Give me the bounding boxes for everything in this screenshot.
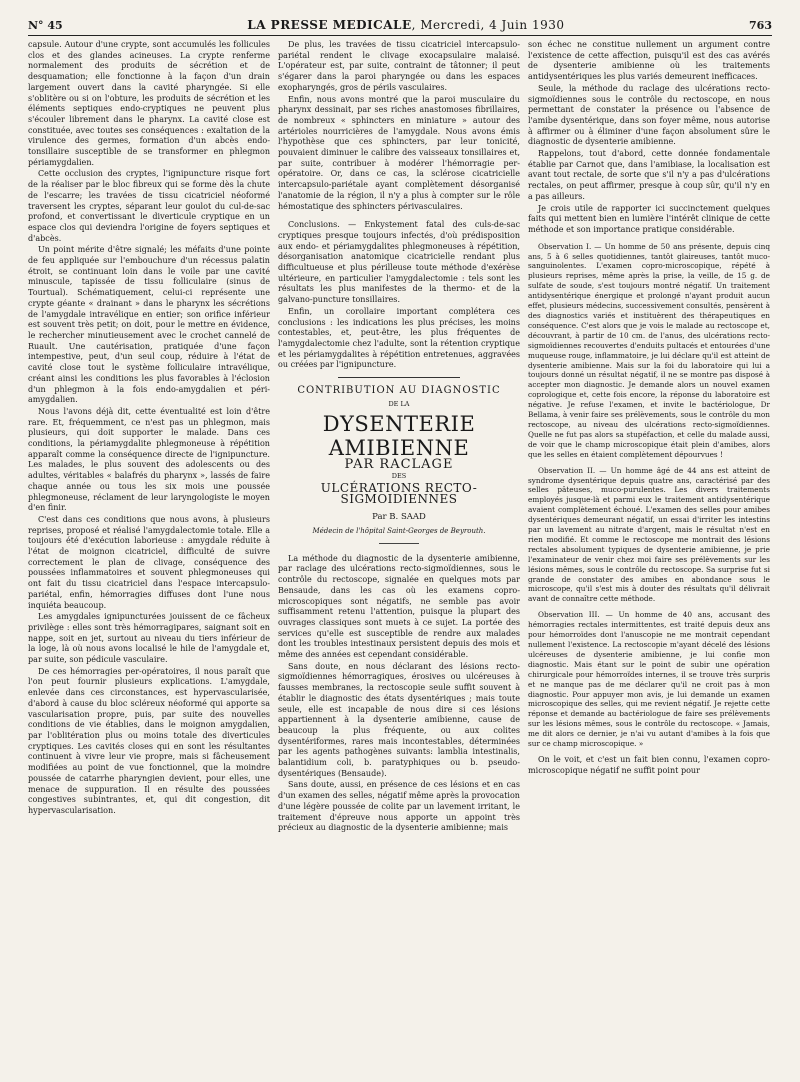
observation-3: Observation III. — Un homme de 40 ans, accusant des hémorragies rectales intermittentes, est traité depuis deux ans pour hémorroïdes dont l'anuscopie ne me montrait cependant nullement l'existence. La rectoscopie m'ayant décelé des lésions ulcéreuses de dysenterie amibienne, je lui confie mon diagnostic. Mais étant sur le point de subir une opération chirurgicale pour hémorroïdes internes, il se trouve très surpris et ne manque pas de me déclarer qu'il ne croit pas à mon diagnostic. Pour appuyer mon avis, je lui demande un examen microscopique des selles, qui me revient négatif. Je rejette cette réponse et demande au bactériologue de faire ses prélèvements sur les lésions mêmes, sous le contrôle du rectoscope. « Jamais, me dit alors ce dernier, je n'ai vu autant d'amibes à la fois que sur ce champ microscopique. » (528, 610, 770, 749)
article-connector-2: DES (391, 472, 407, 481)
paragraph: Sans doute, en nous déclarant des lésions recto-sigmoïdiennes hémorragiques, érosives ou ulcéreuses à fausses membranes, la rectoscopie seule suffit souvent à établir le diagnostic des états dysentériques ; mais toute seule, elle est incapable de nous dire si ces lésions appartiennent à la dysenterie amibienne, cause de beaucoup la plus fréquente, ou aux colites dysentériformes, rares mais incontestables, déterminées par les agents pathogènes suivants: lamblia intestinalis, balantidium coli, b. paratyphiques ou b. pseudo-dysentériques (Bensaude). (278, 661, 520, 778)
observation-1: Observation I. — Un homme de 50 ans présente, depuis cinq ans, 5 à 6 selles quotidiennes, tantôt glaireuses, tantôt muco-sanguinolentes. L'examen copro-microscopique, répété à plusieurs reprises, même après la prise, la veille, de 15 g. de sulfate de soude, s'est toujours montré négatif. Un traitement antidysentérique énergique et prolongé n'ayant produit aucun effet, plusieurs médecins, successivement consultés, pensèrent à des diagnostics variés et instituèrent des thérapeutiques en conséquence. C'est alors que je vois le malade au rectoscope et, découvrant, à partir de 10 cm. de l'anus, des ulcérations recto-sigmoïdiennes recouvertes d'enduits pultacés et entourées d'une muqueuse rouge, inflammatoire, je lui déclare qu'il est atteint de dysenterie amibienne. Mais sur la foi du laboratoire qui lui a toujours donné un résultat négatif, il ne se montre pas disposé à accepter mon diagnostic. Je demande alors un nouvel examen coprologique et, cette fois encore, la réponse du laboratoire est négative. Je refuse l'examen, et invite le bactériologue, Dr Bellama, à venir faire ses prélèvements, sous le contrôle du mon rectoscope, au niveau des ulcérations recto-sigmoïdiennes. Quelle ne fut pas alors sa stupéfaction, et celle du malade aussi, de voir que le champ microscopique était plein d'amibes, alors que les selles en étaient complètement dépourvues ! (528, 241, 770, 459)
conclusions-paragraph: Conclusions. — Enkystement fatal des culs-de-sac cryptiques presque toujours infectés, d'où prédisposition aux endo- et périamygdalites phlegmoneuses à répétition, désorganisation anatomique cicatricielle rendant plus difficultueuse et plus périlleuse toute méthode d'exérèse ultérieure, en particulier l'amygdalectomie : tels sont les résultats les plus manifestes de la thermo- et de la galvano-puncture tonsillaires. (278, 220, 520, 305)
article-title: DYSENTERIE AMIBIENNE (322, 411, 476, 460)
article-subtitle: ULCÉRATIONS RECTO-SIGMOIDIENNES (320, 480, 478, 506)
column-2 (278, 40, 520, 1075)
paragraph: La méthode du diagnostic de la dysenterie amibienne, par raclage des ulcérations recto-sigmoïdiennes, sous le contrôle du rectoscope, signalée en quelques mots par Bensaude, dans les cas où les examens copro-microscopiques sont négatifs, ne semble pas avoir suffisamment retenu l'attention, puisque la plupart des ouvrages classiques sont muets à ce sujet. La portée des services qu'elle est susceptible de rendre aux malades dont les troubles intestinaux persistent depuis des mois et même des années est cependant considérable. (278, 553, 520, 660)
paragraph: son échec ne constitue nullement un argument contre l'existence de cette affection, puisqu'il est des cas avérés de dysenterie amibienne où les traitements antidysentériques les plus variés demeurent inefficaces. (528, 40, 770, 82)
article-connector: DE LA (388, 399, 410, 408)
article-divider (338, 377, 460, 378)
paragraph: Enfin, un corollaire important complétera ces conclusions : les indications les plus précises, les moins contestables, et, peut-être, les plus fréquentes de l'amygdalectomie chez l'adulte, sont la rétention cryptique et les périamygdalites à répétition entretenues, aggravées ou créées par l'ignipuncture. (278, 306, 520, 370)
issue-date: , Mercredi, 4 Juin 1930 (411, 18, 565, 32)
heading-separator (379, 543, 419, 544)
text-columns (28, 40, 772, 1075)
journal-name: LA PRESSE MEDICALE (247, 18, 412, 32)
paragraph: Cette occlusion des cryptes, l'ignipuncture risque fort de la réaliser par le bloc fibreux qui se forme dès la chute de l'escarre; les travées de tissu cicatriciel néoformé traversent les cryptes, séparant leur goulot du cul-de-sac profond, et convertissant le diverticule cryptique en un espace clos qui deviendra l'origine de foyers septiques et d'abcès. (28, 169, 270, 243)
column-3 (528, 40, 770, 1075)
article-author: Par B. SAAD (372, 512, 426, 523)
paragraph: C'est dans ces conditions que nous avons, à plusieurs reprises, proposé et réalisé l'amygdalectomie totale. Elle a toujours été d'exécution laborieuse : amygdale réduite à l'état de moignon cicatriciel, difficulté de suivre correctement le plan de clivage, conséquence des poussées inflammatoires et souvent phlegmoneuses qui ont fait du tissu cicatriciel dans l'espace intercapsulo-pariétal, enfin, hémorragies diffuses dont l'une nous inquiéta beaucoup. (28, 514, 270, 610)
column-1 (28, 40, 270, 1075)
paragraph: On le voit, et c'est un fait bien connu, l'examen copro-microscopique négatif ne suffit point pour (528, 754, 770, 775)
article-heading (278, 386, 520, 544)
page-number: 763 (749, 19, 772, 32)
paragraph: Sans doute, aussi, en présence de ces lésions et en cas d'un examen des selles, négatif même après la provocation d'une légère poussée de colite par un lavement irritant, le traitement d'épreuve nous apporte un appoint très précieux au diagnostic de la dysenterie amibienne; mais (278, 780, 520, 833)
paragraph: Seule, la méthode du raclage des ulcérations recto-sigmoïdiennes sous le contrôle du rectoscope, en nous permettant de constater la présence ou l'absence de l'amibe dysentérique, dans son foyer même, nous autorise à affirmer ou à éliminer d'une façon absolument sûre le diagnostic de dysenterie amibienne. (528, 83, 770, 147)
paragraph: capsule. Autour d'une crypte, sont accumulés les follicules clos et des glandes acineuses. La crypte renferme normalement des produits de sécrétion et de desquamation; elle fonctionne à la façon d'un drain largement ouvert dans la cavité pharyngée. Si elle s'oblitère ou si on l'obture, les produits de sécrétion et les éléments septiques endo-cryptiques ne peuvent plus s'écouler librement dans le pharynx. La cavité close est constituée, avec toutes ses conséquences : exaltation de la virulence des germes, formation d'un abcès endo-tonsillaire susceptible de se transformer en phlegmon périamygdalien. (28, 40, 270, 167)
paragraph: Rappelons, tout d'abord, cette donnée fondamentale établie par Carnot que, dans l'amibiase, la localisation est avant tout rectale, de sorte que s'il n'y a pas d'ulcérations rectales, on peut affirmer, presque à coup sûr, qu'il n'y en a pas ailleurs. (528, 149, 770, 201)
author-affiliation: Médecin de l'hôpital Saint-Georges de Beyrouth. (312, 527, 486, 536)
paragraph: De ces hémorragies per-opératoires, il nous paraît que l'on peut fournir plusieurs explications. L'amygdale, enlevée dans ces circonstances, est hypervascularisée, d'abord à cause du bloc scléreux néoformé qui apporte sa vascularisation propre, puis, par suite des nouvelles conditions de vie établies, dans le moignon amygdalien, par l'oblitération plus ou moins totale des diverticules cryptiques. Les cavités closes qui en sont les résultantes continuent à vivre leur vie propre, mais si fâcheusement modifiées au point de vue fonctionnel, que la moindre poussée de catarrhe pharyngien devient, pour elles, une menace de suppuration. Il en résulte des poussées congestives subintrantes, et, qui dit congestion, dit hypervascularisation. (28, 666, 270, 815)
paragraph: Enfin, nous avons montré que la paroi musculaire du pharynx dessinait, par ses riches anastomoses fibrillaires, de nombreux « sphincters en miniature » autour des artérioles nourricières de l'amygdale. Nous avons émis l'hypothèse que ces sphincters, par leur tonicité, pouvaient diminuer le calibre des vaisseaux tonsillaires et, par suite, contribuer à modérer l'hémorragie per-opératoire. Or, dans ce cas, la sclérose cicatricielle intercapsulo-pariétale ayant complètement désorganisé l'anatomie de la région, il n'y a plus à compter sur le rôle hémostatique des sphincters périvasculaires. (278, 94, 520, 211)
running-title (247, 18, 564, 32)
issue-number: N° 45 (28, 19, 63, 32)
article-title-line-2: PAR RACLAGE (344, 456, 454, 472)
page-header (28, 6, 772, 36)
paragraph: De plus, les travées de tissu cicatriciel intercapsulo-pariétal rendent le clivage exocapsulaire malaisé. L'opérateur est, par suite, contraint de tâtonner; il peut s'égarer dans la paroi pharyngée ou dans les espaces exopharyngés, gros de périls vasculaires. (278, 40, 520, 92)
paragraph: Je crois utile de rapporter ici succinctement quelques faits qui mettent bien en lumière l'intérêt clinique de cette méthode et son importance pratique considérable. (528, 203, 770, 234)
paragraph: Un point mérite d'être signalé; les méfaits d'une pointe de feu appliquée sur l'embouchure d'un récessus palatin étroit, se continuant loin dans le voile par une cavité minuscule, tapissée de tissu folliculaire (sinus de Tourtual). Schématiquement, celui-ci représente une crypte géante « drainant » dans le pharynx les sécrétions de l'amygdale intravélique en entier; son orifice inférieur est souvent très petit; on doit, pour le mettre en évidence, le rechercher minutieusement avec le crochet cannelé de Ruault. Une cautérisation, pratiquée d'une façon intempestive, peut, d'un seul coup, réduire à l'état de cavité close tout le système folliculaire intravélique, créant ainsi les conditions les plus favorables à l'éclosion d'un phlegmon à la fois endo-amygdalien et péri-amygdalien. (28, 245, 270, 405)
article-kicker: CONTRIBUTION AU DIAGNOSTIC (297, 385, 501, 397)
observation-2: Observation II. — Un homme âgé de 44 ans est atteint de syndrome dysentérique depuis quatre ans, caractérisé par des selles pâteuses, muco-purulentes. Les divers traitements employés jusque-là et parmi eux le traitement antidysentérique avaient complètement échoué. L'examen des selles pour amibes dysentériques demeurant négatif, un essai d'irriter les intestins par un lavement au nitrate d'argent, mais le résultat n'est en rien modifié. Et comme le rectoscope me montrait des lésions rectales absolument typiques de dysenterie amibienne, je prie l'examinateur de venir chez moi faire ses prélèvements sur les lésions mêmes, sous le contrôle du rectoscope. Sa surprise fut si grande de constater des amibes en abondance sous le microscope, qu'il s'est mis à douter des résultats qu'il délivrait avant de connaître cette méthode. (528, 465, 770, 604)
paragraph: Les amygdales ignipuncturées jouissent de ce fâcheux privilège : elles sont très hémorragipares, saignant soit en nappe, soit en jet, surtout au niveau du tiers inférieur de la loge, là où nous avons localisé le hile de l'amygdale et, par suite, son pédicule vasculaire. (28, 612, 270, 665)
paragraph: Nous l'avons déjà dit, cette éventualité est loin d'être rare. Et, fréquemment, ce n'est pas un phlegmon, mais plusieurs, qui doit supporter le malade. Dans ces conditions, la périamygdalite phlegmoneuse à répétition apparaît comme la conséquence directe de l'ignipuncture. Les malades, le plus souvent des adolescents ou des adultes, véritables « balafrés du pharynx », lassés de faire chaque année ou tous les six mois une poussée phlegmoneuse, réclament de leur laryngologiste le moyen d'en finir. (28, 406, 270, 513)
